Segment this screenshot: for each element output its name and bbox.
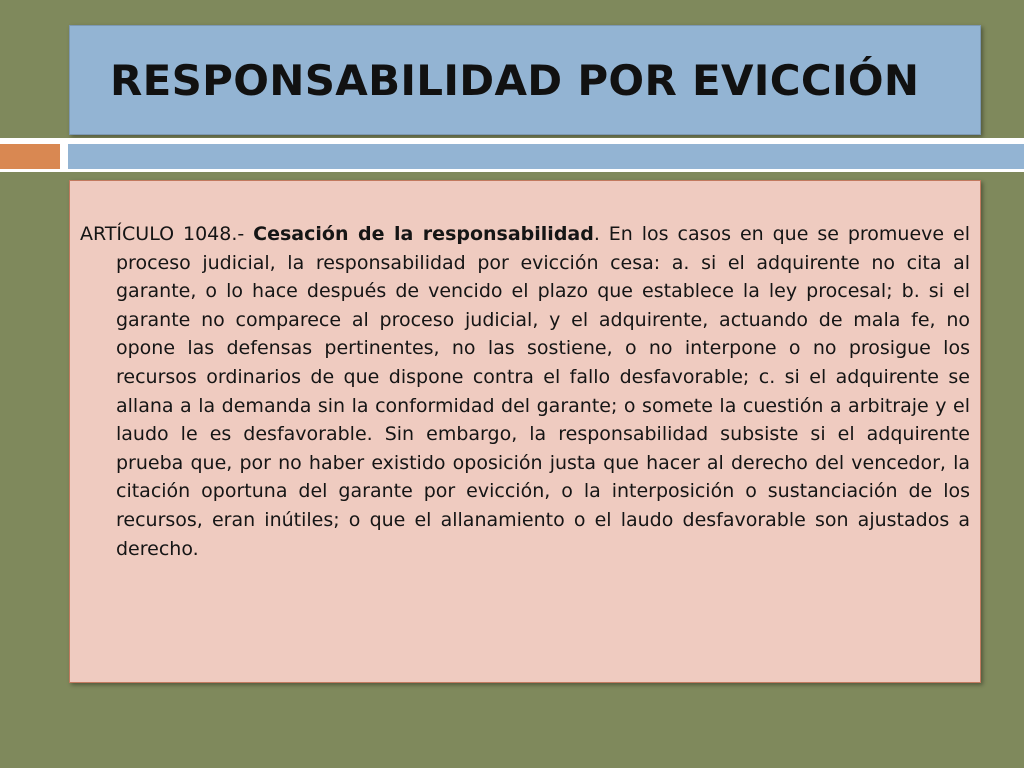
article-label: ARTÍCULO 1048.-	[80, 223, 254, 245]
title-box	[69, 25, 981, 135]
article-paragraph	[80, 220, 970, 563]
article-body: . En los casos en que se promueve el proceso judicial, la responsabilidad por evicción cesa: a. si el adquirente no cita al garante, o lo hace después de vencido el plazo que establece la ley procesal; b. si el garante no comparece al proceso judicial, y el adquirente, actuando de mala fe, no opone las defensas pertinentes, no las sostiene, o no interpone o no prosigue los recursos ordinarios de que dispone contra el fallo desfavorable; c. si el adquirente se allana a la demanda sin la conformidad del garante; o somete la cuestión a arbitraje y el laudo le es desfavorable. Sin embargo, la responsabilidad subsiste si el adquirente prueba que, por no haber existido oposición justa que hacer al derecho del vencedor, la citación oportuna del garante por evicción, o la interposición o sustanciación de los recursos, eran inútiles; o que el allanamiento o el laudo desfavorable son ajustados a derecho.	[116, 223, 970, 560]
divider-accent-blue	[68, 144, 1024, 169]
divider-accent-orange	[0, 144, 60, 169]
article-heading: Cesación de la responsabilidad	[253, 223, 594, 245]
slide-title: RESPONSABILIDAD POR EVICCIÓN	[110, 55, 920, 105]
